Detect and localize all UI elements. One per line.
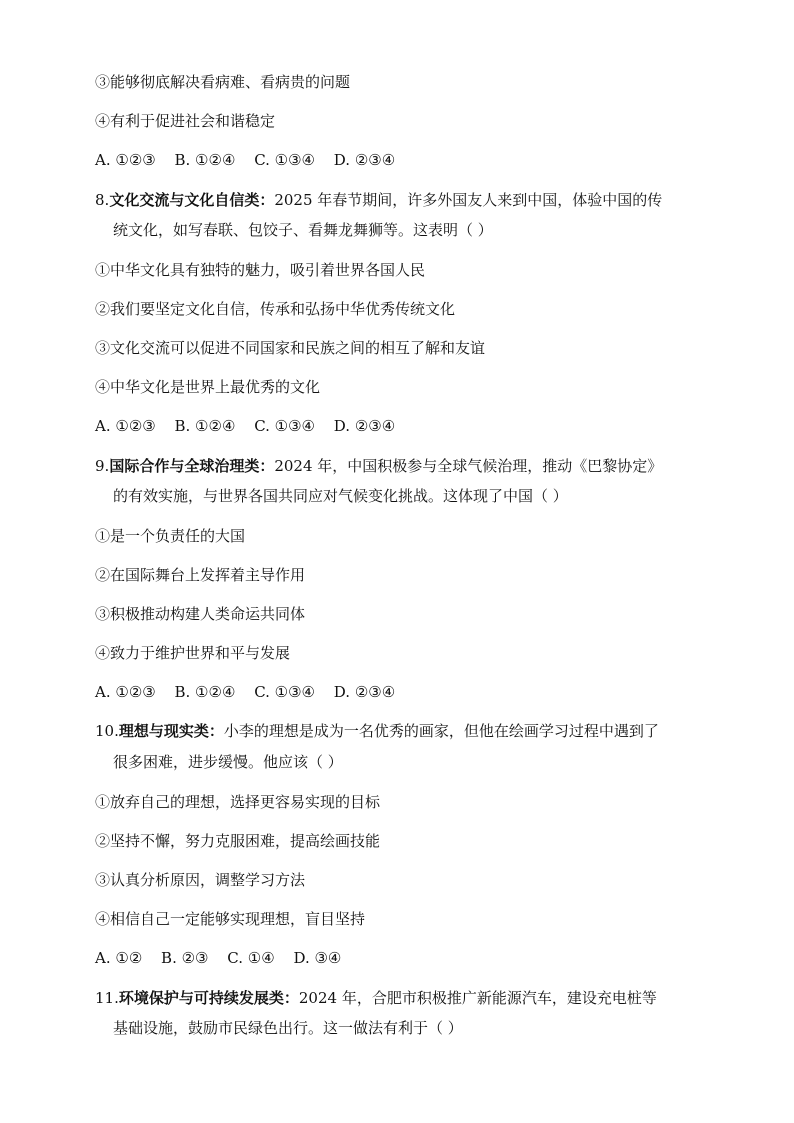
q9-stem: [95, 456, 662, 476]
q10-choice-d: D. ③④: [293, 949, 342, 967]
q10-choice-b: B. ②③: [161, 949, 209, 967]
q7-choice-d: D. ②③④: [333, 151, 396, 169]
q7-answer-choices: [95, 150, 409, 170]
q10-stem-line2: 很多困难，进步缓慢。他应该（ ）: [113, 753, 343, 771]
q8-answer-choices: [95, 416, 409, 436]
q9-choice-d: D. ②③④: [333, 683, 396, 701]
q7-choice-c: C. ①③④: [254, 151, 316, 169]
q11-stem-text: 2024 年，合肥市积极推广新能源汽车，建设充电桩等: [298, 989, 657, 1007]
q8-option-1: ①中华文化具有独特的魅力，吸引着世界各国人民: [95, 261, 426, 279]
q9-number: 9.: [95, 457, 110, 475]
q11-stem-line2: 基础设施，鼓励市民绿色出行。这一做法有利于（ ）: [113, 1019, 463, 1037]
q10-option-4: ④相信自己一定能够实现理想，盲目坚持: [95, 910, 366, 928]
q10-stem-text: 小李的理想是成为一名优秀的画家，但他在绘画学习过程中遇到了: [223, 722, 659, 740]
q9-option-4: ④致力于维护世界和平与发展: [95, 644, 291, 662]
q8-stem: [95, 190, 662, 210]
q9-choice-c: C. ①③④: [254, 683, 316, 701]
q9-category: 国际合作与全球治理类：: [109, 457, 275, 475]
q9-option-2: ②在国际舞台上发挥着主导作用: [95, 566, 306, 584]
q10-category: 理想与现实类：: [118, 722, 224, 740]
q8-stem-text: 2025 年春节期间，许多外国友人来到中国，体验中国的传: [274, 191, 663, 209]
q10-option-1: ①放弃自己的理想，选择更容易实现的目标: [95, 793, 381, 811]
q8-choice-d: D. ②③④: [333, 417, 396, 435]
q9-choice-b: B. ①②④: [174, 683, 236, 701]
q9-stem-text: 2024 年，中国积极参与全球气候治理，推动《巴黎协定》: [274, 457, 663, 475]
q7-option-4: ④有利于促进社会和谐稳定: [95, 112, 276, 130]
q9-option-3: ③积极推动构建人类命运共同体: [95, 605, 306, 623]
q7-choice-b: B. ①②④: [174, 151, 236, 169]
q8-number: 8.: [95, 191, 110, 209]
q8-stem-line2: 统文化，如写春联、包饺子、看舞龙舞狮等。这表明（ ）: [113, 221, 493, 239]
q9-choice-a: A. ①②③: [95, 683, 156, 701]
q8-choice-c: C. ①③④: [254, 417, 316, 435]
q10-option-2: ②坚持不懈，努力克服困难，提高绘画技能: [95, 832, 381, 850]
q10-option-3: ③认真分析原因，调整学习方法: [95, 871, 306, 889]
q8-category: 文化交流与文化自信类：: [109, 191, 275, 209]
q10-number: 10.: [95, 722, 119, 740]
q11-stem: [95, 988, 657, 1008]
q10-answer-choices: [95, 948, 355, 968]
q8-choice-b: B. ①②④: [174, 417, 236, 435]
q11-number: 11.: [95, 989, 119, 1007]
q9-stem-line2: 的有效实施，与世界各国共同应对气候变化挑战。这体现了中国（ ）: [113, 487, 568, 505]
q8-option-3: ③文化交流可以促进不同国家和民族之间的相互了解和友谊: [95, 339, 486, 357]
q7-option-3: ③能够彻底解决看病难、看病贵的问题: [95, 73, 351, 91]
q7-choice-a: A. ①②③: [95, 151, 156, 169]
q8-option-4: ④中华文化是世界上最优秀的文化: [95, 378, 321, 396]
q11-category: 环境保护与可持续发展类：: [118, 989, 299, 1007]
q10-stem: [95, 721, 659, 741]
q8-choice-a: A. ①②③: [95, 417, 156, 435]
q8-option-2: ②我们要坚定文化自信，传承和弘扬中华优秀传统文化: [95, 300, 456, 318]
q9-answer-choices: [95, 682, 409, 702]
q10-choice-c: C. ①④: [227, 949, 275, 967]
q9-option-1: ①是一个负责任的大国: [95, 527, 246, 545]
q10-choice-a: A. ①②: [95, 949, 143, 967]
